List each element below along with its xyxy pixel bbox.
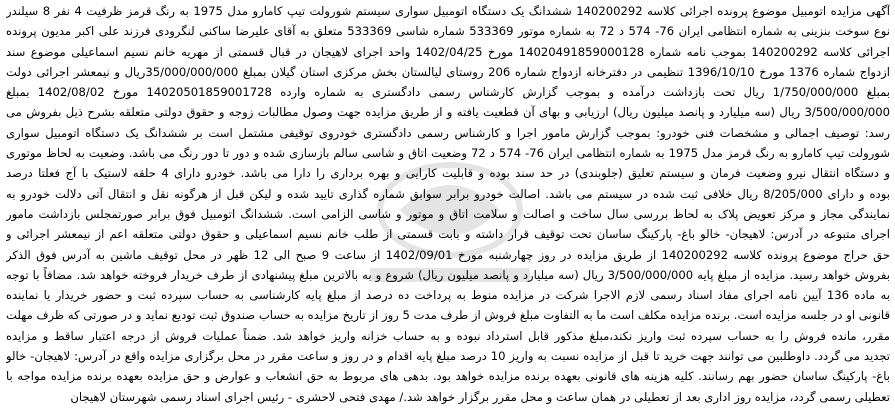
notice-line: اجرای متبوعه در آدرس: لاهیجان- خالو باغ- پارکینگ ساسان تحت توقیف قرار داشته و بابت قسمتی از طلب خانم نسیم اسماعیلی و حقوق دولتی متعلقه اعم از نیمعشر اجرائی و [6,227,890,242]
notice-line: بفروش خواهد رسید. مزایده از مبلغ پایه 3/500/000/000 ریال (سه میلیارد و پانصد میلیون ریال) شروع و به بالاترین مبلغ پیشنهادی از طرف خریدار فروخته خواهد شد. مضافاً با توجه [6,267,890,282]
notice-line: آگهی مزایده اتومبیل موضوع پرونده اجرائی کلاسه 140200292 ششدانگ یک دستگاه اتومبیل سواری سیستم شورولت تیپ کامارو مدل 1975 به رنگ قرمز ظرفیت 4 نفر 8 سیلندر [6,4,890,18]
notice-line: و دستگاه انتقال نیرو وضعیت فرمان و سیستم تعلیق (جلوبندی) در حد سند بوده و قابلیت کارایی و بهره برداری را دارا می باشد. خودرو دارای 4 حلقه لاستیک با آج فعلتا درصد [6,166,890,181]
notice-line: اجرائی کلاسه 140200292 بموجب نامه شماره 14020491859000128 مورخ 1402/04/25 واحد اجرای لاهیجان در قبال قسمتی از مهریه خانم نسیم اسماعیلی موضوع سند [6,44,890,59]
notice-line: شورولت تیپ کامارو به رنگ قرمز مدل 1975 به شماره انتظامی ایران 76- 574 د 72 وضعیت اتاق و شاسی سالم بازسازی شده و دور تا دور رنگ می باشد. وضعیت به لحاظ موتوری [6,146,890,161]
notice-line: مقرر، مانده فروش را به حساب سپرده ثبت واریز نکند،مبلغ مذکور قابل استرداد نبوده و به حساب خزانه واریز خواهد شد. ضمناً عملیات فروش از درجه اعتبار ساقط و مزایده [6,328,890,343]
notice-line: حق حراج موضوع پرونده کلاسه 140200292 از طریق مزایده در روز چهارشنبه مورخ 1402/09/01 از ساعت 9 صبح الی 12 ظهر در محل توقیف ماشین به آدرس فوق الذکر [6,247,890,262]
notice-line: ازدواج شماره 1376 مورخ 1396/10/10 تنظیمی در دفترخانه ازدواج شماره 206 روستای لیالستان بخش مرکزی استان گیلان بمبلغ 35/000/000/000ریال و نیمعشر اجرائی دولت [6,64,890,79]
notice-line: تعطیلی رسمی گردد، مزایده روز اداری بعد از تعطیلی در همان ساعت و محل مقرر برگزار خواهد شد./ مهدی فتحی لاحشری - رئیس اجرای اسناد رسمی شهرستان لاهیجان [70,389,890,404]
notice-line: رسد: توصیف اجمالی و مشخصات فنی خودرو: بموجب گزارش مامور اجرا و کارشناس رسمی دادگستری خودروی توقیفی مشتمل است بر ششدانگ یک دستگاه اتومبیل سواری [6,125,890,140]
notice-line: نمایندگی مجاز و مرکز تعویض پلاک به لحاظ بررسی سال ساخت و اصالت و سلامت اتاق و موتور و شاسی الزامی است. ششدانگ اتومبیل فوق برابر صورتمجلس بازداشت مامور [6,206,890,221]
notice-line: باغ- پارکینگ ساسان حضور بهم رسانند. کلیه هزینه های قانونی بعهده برنده مزایده خواهد بود. بدهی های مربوط به حق انشعاب و عوارض و حق مزایده بعهده برنده مزایده مواجه با [6,369,890,384]
notice-line: بمبلغ 1/750/000/000 ریال تحت بازداشت درآمده و بموجب گزارش کارشناس رسمی دادگستری به شماره وارده 14020501859001728 مورخ 1402/08/02 بمبلغ [6,85,890,100]
notice-line: تجدید می گردد. داوطلبین می توانند جهت خرید تا قبل از مزایده نسبت به واریز 10 درصد مبلغ پایه اقدام و در روز و ساعت مقرر در محل برگزاری مزایده واقع در آدرس: لاهیجان- خالو [6,349,890,364]
notice-line: 3/500/000/000 ریال (سه میلیارد و پانصد میلیون ریال) ارزیابی و بهای آن قطعیت یافته و از طریق مزایده جهت وصول مطالبات زوجه و حقوق دولتی متعلقه بشرح ذیل بفروش می [6,105,890,120]
notice-line: نوع سوخت بنزینی به شماره انتظامی ایران 76- 574 د 72 به شماره موتور 533369 شماره شاسی 533369 متعلق به آقای علیرضا ساکنی لنگرودی فرزند علی اکبر مدیون پرونده [6,24,890,39]
notice-line: قانونی او در جلسه مزایده است. برنده مزایده مکلف است ما به التفاوت مبلغ فروش از طرف مدت 5 روز از تاریخ مزایده به حساب صندوق ثبت تودیع نماید و در صورتی که ظرف مهلت [6,308,890,323]
notice-line: بوده و دارای 8/205/000 ریال خلافی ثبت شده در سیستم می باشد. اصالت خودرو برابر سوابق شماره گذاری تایید شده و لیکن قبل از هرگونه نقل و انتقال آتی دلالت خودرو به [6,186,890,201]
notice-line: به ماده 136 آیین نامه اجرای مفاد اسناد رسمی لازم الاجرا شرکت در مزایده منوط به پرداخت ده درصد از مبلغ پایه کارشناسی به حساب سپرده ثبت و حضور خریدار یا نماینده [6,288,890,303]
